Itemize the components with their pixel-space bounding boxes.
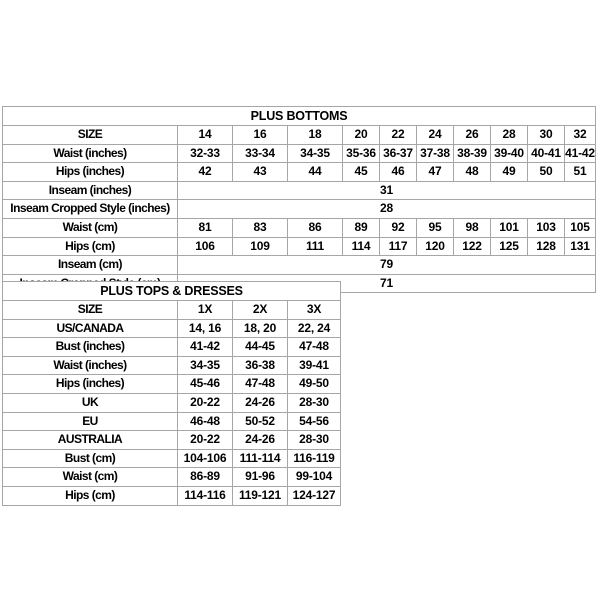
value-cell: 47-48 <box>288 338 341 357</box>
value-cell: 91-96 <box>233 468 288 487</box>
table-row <box>3 163 596 182</box>
table-row <box>3 449 341 468</box>
value-cell: 92 <box>380 218 417 237</box>
value-cell: 37-38 <box>417 144 454 163</box>
value-cell: 49 <box>491 163 528 182</box>
size-column-header: 22 <box>380 126 417 145</box>
size-column-header: 32 <box>565 126 596 145</box>
value-cell: 24-26 <box>233 431 288 450</box>
size-column-header: 26 <box>454 126 491 145</box>
row-label: AUSTRALIA <box>3 431 178 450</box>
value-cell: 101 <box>491 218 528 237</box>
table-header-row <box>3 282 341 301</box>
merged-value-cell: 79 <box>178 256 596 275</box>
row-label: Inseam (inches) <box>3 181 178 200</box>
row-label: UK <box>3 393 178 412</box>
value-cell: 34-35 <box>288 144 343 163</box>
value-cell: 125 <box>491 237 528 256</box>
row-label: Waist (inches) <box>3 356 178 375</box>
value-cell: 122 <box>454 237 491 256</box>
row-label: Hips (cm) <box>3 237 178 256</box>
value-cell: 99-104 <box>288 468 341 487</box>
table-row <box>3 338 341 357</box>
table-row <box>3 486 341 505</box>
row-label: Bust (cm) <box>3 449 178 468</box>
value-cell: 18, 20 <box>233 319 288 338</box>
table-header-row <box>3 107 596 126</box>
size-column-header: 14 <box>178 126 233 145</box>
table-row <box>3 319 341 338</box>
value-cell: 44-45 <box>233 338 288 357</box>
value-cell: 43 <box>233 163 288 182</box>
table-row <box>3 144 596 163</box>
value-cell: 119-121 <box>233 486 288 505</box>
merged-value-cell: 28 <box>178 200 596 219</box>
value-cell: 28-30 <box>288 431 341 450</box>
value-cell: 120 <box>417 237 454 256</box>
plus-tops-dresses-title: PLUS TOPS & DRESSES <box>3 282 341 301</box>
size-label: SIZE <box>3 126 178 145</box>
value-cell: 20-22 <box>178 393 233 412</box>
row-label: Inseam (cm) <box>3 256 178 275</box>
plus-bottoms-table <box>2 106 596 293</box>
table-row <box>3 412 341 431</box>
row-label: Waist (cm) <box>3 468 178 487</box>
row-label: US/CANADA <box>3 319 178 338</box>
value-cell: 54-56 <box>288 412 341 431</box>
table-row <box>3 468 341 487</box>
row-label: Inseam Cropped Style (inches) <box>3 200 178 219</box>
value-cell: 33-34 <box>233 144 288 163</box>
value-cell: 86 <box>288 218 343 237</box>
value-cell: 45 <box>343 163 380 182</box>
value-cell: 35-36 <box>343 144 380 163</box>
table-row <box>3 200 596 219</box>
plus-tops-dresses-table <box>2 281 341 506</box>
value-cell: 36-37 <box>380 144 417 163</box>
size-column-header: 18 <box>288 126 343 145</box>
value-cell: 128 <box>528 237 565 256</box>
value-cell: 22, 24 <box>288 319 341 338</box>
table-row <box>3 256 596 275</box>
value-cell: 40-41 <box>528 144 565 163</box>
value-cell: 106 <box>178 237 233 256</box>
value-cell: 50 <box>528 163 565 182</box>
value-cell: 46-48 <box>178 412 233 431</box>
merged-value-cell: 31 <box>178 181 596 200</box>
size-column-header: 1X <box>178 301 233 320</box>
value-cell: 47-48 <box>233 375 288 394</box>
value-cell: 111 <box>288 237 343 256</box>
value-cell: 83 <box>233 218 288 237</box>
value-cell: 24-26 <box>233 393 288 412</box>
row-label: Bust (inches) <box>3 338 178 357</box>
row-label: Hips (cm) <box>3 486 178 505</box>
value-cell: 81 <box>178 218 233 237</box>
table-row <box>3 218 596 237</box>
value-cell: 39-41 <box>288 356 341 375</box>
size-column-header: 16 <box>233 126 288 145</box>
size-column-header: 30 <box>528 126 565 145</box>
value-cell: 14, 16 <box>178 319 233 338</box>
size-header-row <box>3 126 596 145</box>
table-row <box>3 356 341 375</box>
value-cell: 104-106 <box>178 449 233 468</box>
value-cell: 47 <box>417 163 454 182</box>
value-cell: 34-35 <box>178 356 233 375</box>
value-cell: 39-40 <box>491 144 528 163</box>
row-label: Hips (inches) <box>3 375 178 394</box>
size-column-header: 20 <box>343 126 380 145</box>
row-label: EU <box>3 412 178 431</box>
value-cell: 42 <box>178 163 233 182</box>
row-label: Waist (inches) <box>3 144 178 163</box>
size-column-header: 3X <box>288 301 341 320</box>
value-cell: 20-22 <box>178 431 233 450</box>
value-cell: 116-119 <box>288 449 341 468</box>
plus-bottoms-title: PLUS BOTTOMS <box>3 107 596 126</box>
value-cell: 114-116 <box>178 486 233 505</box>
value-cell: 49-50 <box>288 375 341 394</box>
table-row <box>3 393 341 412</box>
value-cell: 109 <box>233 237 288 256</box>
value-cell: 38-39 <box>454 144 491 163</box>
value-cell: 117 <box>380 237 417 256</box>
value-cell: 89 <box>343 218 380 237</box>
value-cell: 105 <box>565 218 596 237</box>
size-column-header: 24 <box>417 126 454 145</box>
value-cell: 41-42 <box>178 338 233 357</box>
table-row <box>3 431 341 450</box>
merged-value-cell: 71 <box>178 274 596 293</box>
size-label: SIZE <box>3 301 178 320</box>
row-label: Waist (cm) <box>3 218 178 237</box>
value-cell: 124-127 <box>288 486 341 505</box>
value-cell: 51 <box>565 163 596 182</box>
value-cell: 44 <box>288 163 343 182</box>
value-cell: 48 <box>454 163 491 182</box>
value-cell: 41-42 <box>565 144 596 163</box>
value-cell: 103 <box>528 218 565 237</box>
value-cell: 32-33 <box>178 144 233 163</box>
size-header-row <box>3 301 341 320</box>
value-cell: 45-46 <box>178 375 233 394</box>
size-column-header: 28 <box>491 126 528 145</box>
value-cell: 131 <box>565 237 596 256</box>
size-column-header: 2X <box>233 301 288 320</box>
value-cell: 46 <box>380 163 417 182</box>
table-row <box>3 181 596 200</box>
value-cell: 36-38 <box>233 356 288 375</box>
row-label: Hips (inches) <box>3 163 178 182</box>
value-cell: 86-89 <box>178 468 233 487</box>
value-cell: 95 <box>417 218 454 237</box>
table-row <box>3 237 596 256</box>
value-cell: 114 <box>343 237 380 256</box>
table-row <box>3 375 341 394</box>
value-cell: 50-52 <box>233 412 288 431</box>
value-cell: 111-114 <box>233 449 288 468</box>
value-cell: 28-30 <box>288 393 341 412</box>
value-cell: 98 <box>454 218 491 237</box>
